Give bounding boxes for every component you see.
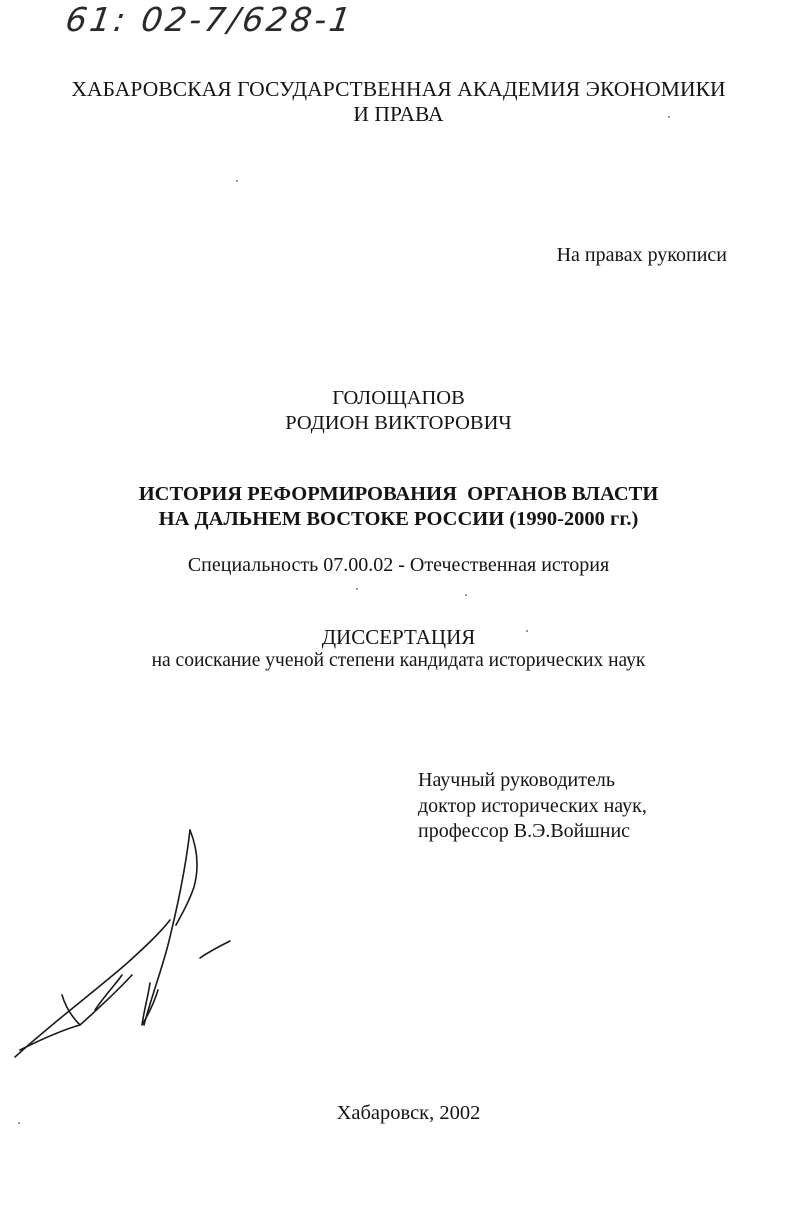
- supervisor-name: профессор В.Э.Войшнис: [418, 820, 631, 842]
- academy-name-line2: И ПРАВА: [353, 102, 444, 126]
- handwritten-archive-number: 61: 02-7/628-1: [63, 0, 357, 39]
- author-name: [0, 386, 797, 436]
- scan-speck: [668, 116, 670, 118]
- academy-name-line1: ХАБАРОВСКАЯ ГОСУДАРСТВЕННАЯ АКАДЕМИЯ ЭКОНОМИКИ: [71, 77, 726, 101]
- work-type-label: ДИССЕРТАЦИЯ: [321, 625, 476, 649]
- specialty: Специальность 07.00.02 - Отечественная история: [187, 554, 610, 576]
- handwritten-signature: [10, 825, 240, 1065]
- scan-speck: [526, 630, 528, 632]
- dissertation-title: [0, 482, 797, 532]
- academy-name: [0, 77, 797, 127]
- scan-speck: [465, 594, 467, 596]
- scan-speck: [236, 180, 238, 182]
- supervisor-degree: доктор исторических наук,: [418, 794, 647, 817]
- dissertation-title-line1: ИСТОРИЯ РЕФОРМИРОВАНИЯ ОРГАНОВ ВЛАСТИ: [138, 483, 659, 505]
- city-year: Хабаровск, 2002: [336, 1102, 481, 1124]
- work-type: [0, 625, 797, 673]
- author-surname: ГОЛОЩАПОВ: [332, 387, 465, 409]
- rights-note: На правах рукописи: [556, 244, 727, 266]
- dissertation-title-line2: НА ДАЛЬНЕМ ВОСТОКЕ РОССИИ (1990-2000 гг.): [158, 508, 639, 530]
- scan-speck: [18, 1122, 20, 1124]
- author-given-names: РОДИОН ВИКТОРОВИЧ: [285, 412, 512, 434]
- scan-speck: [356, 588, 358, 590]
- supervisor-block: [418, 768, 647, 845]
- work-type-purpose: на соискание ученой степени кандидата исторических наук: [151, 650, 646, 671]
- supervisor-role: Научный руководитель: [418, 769, 615, 791]
